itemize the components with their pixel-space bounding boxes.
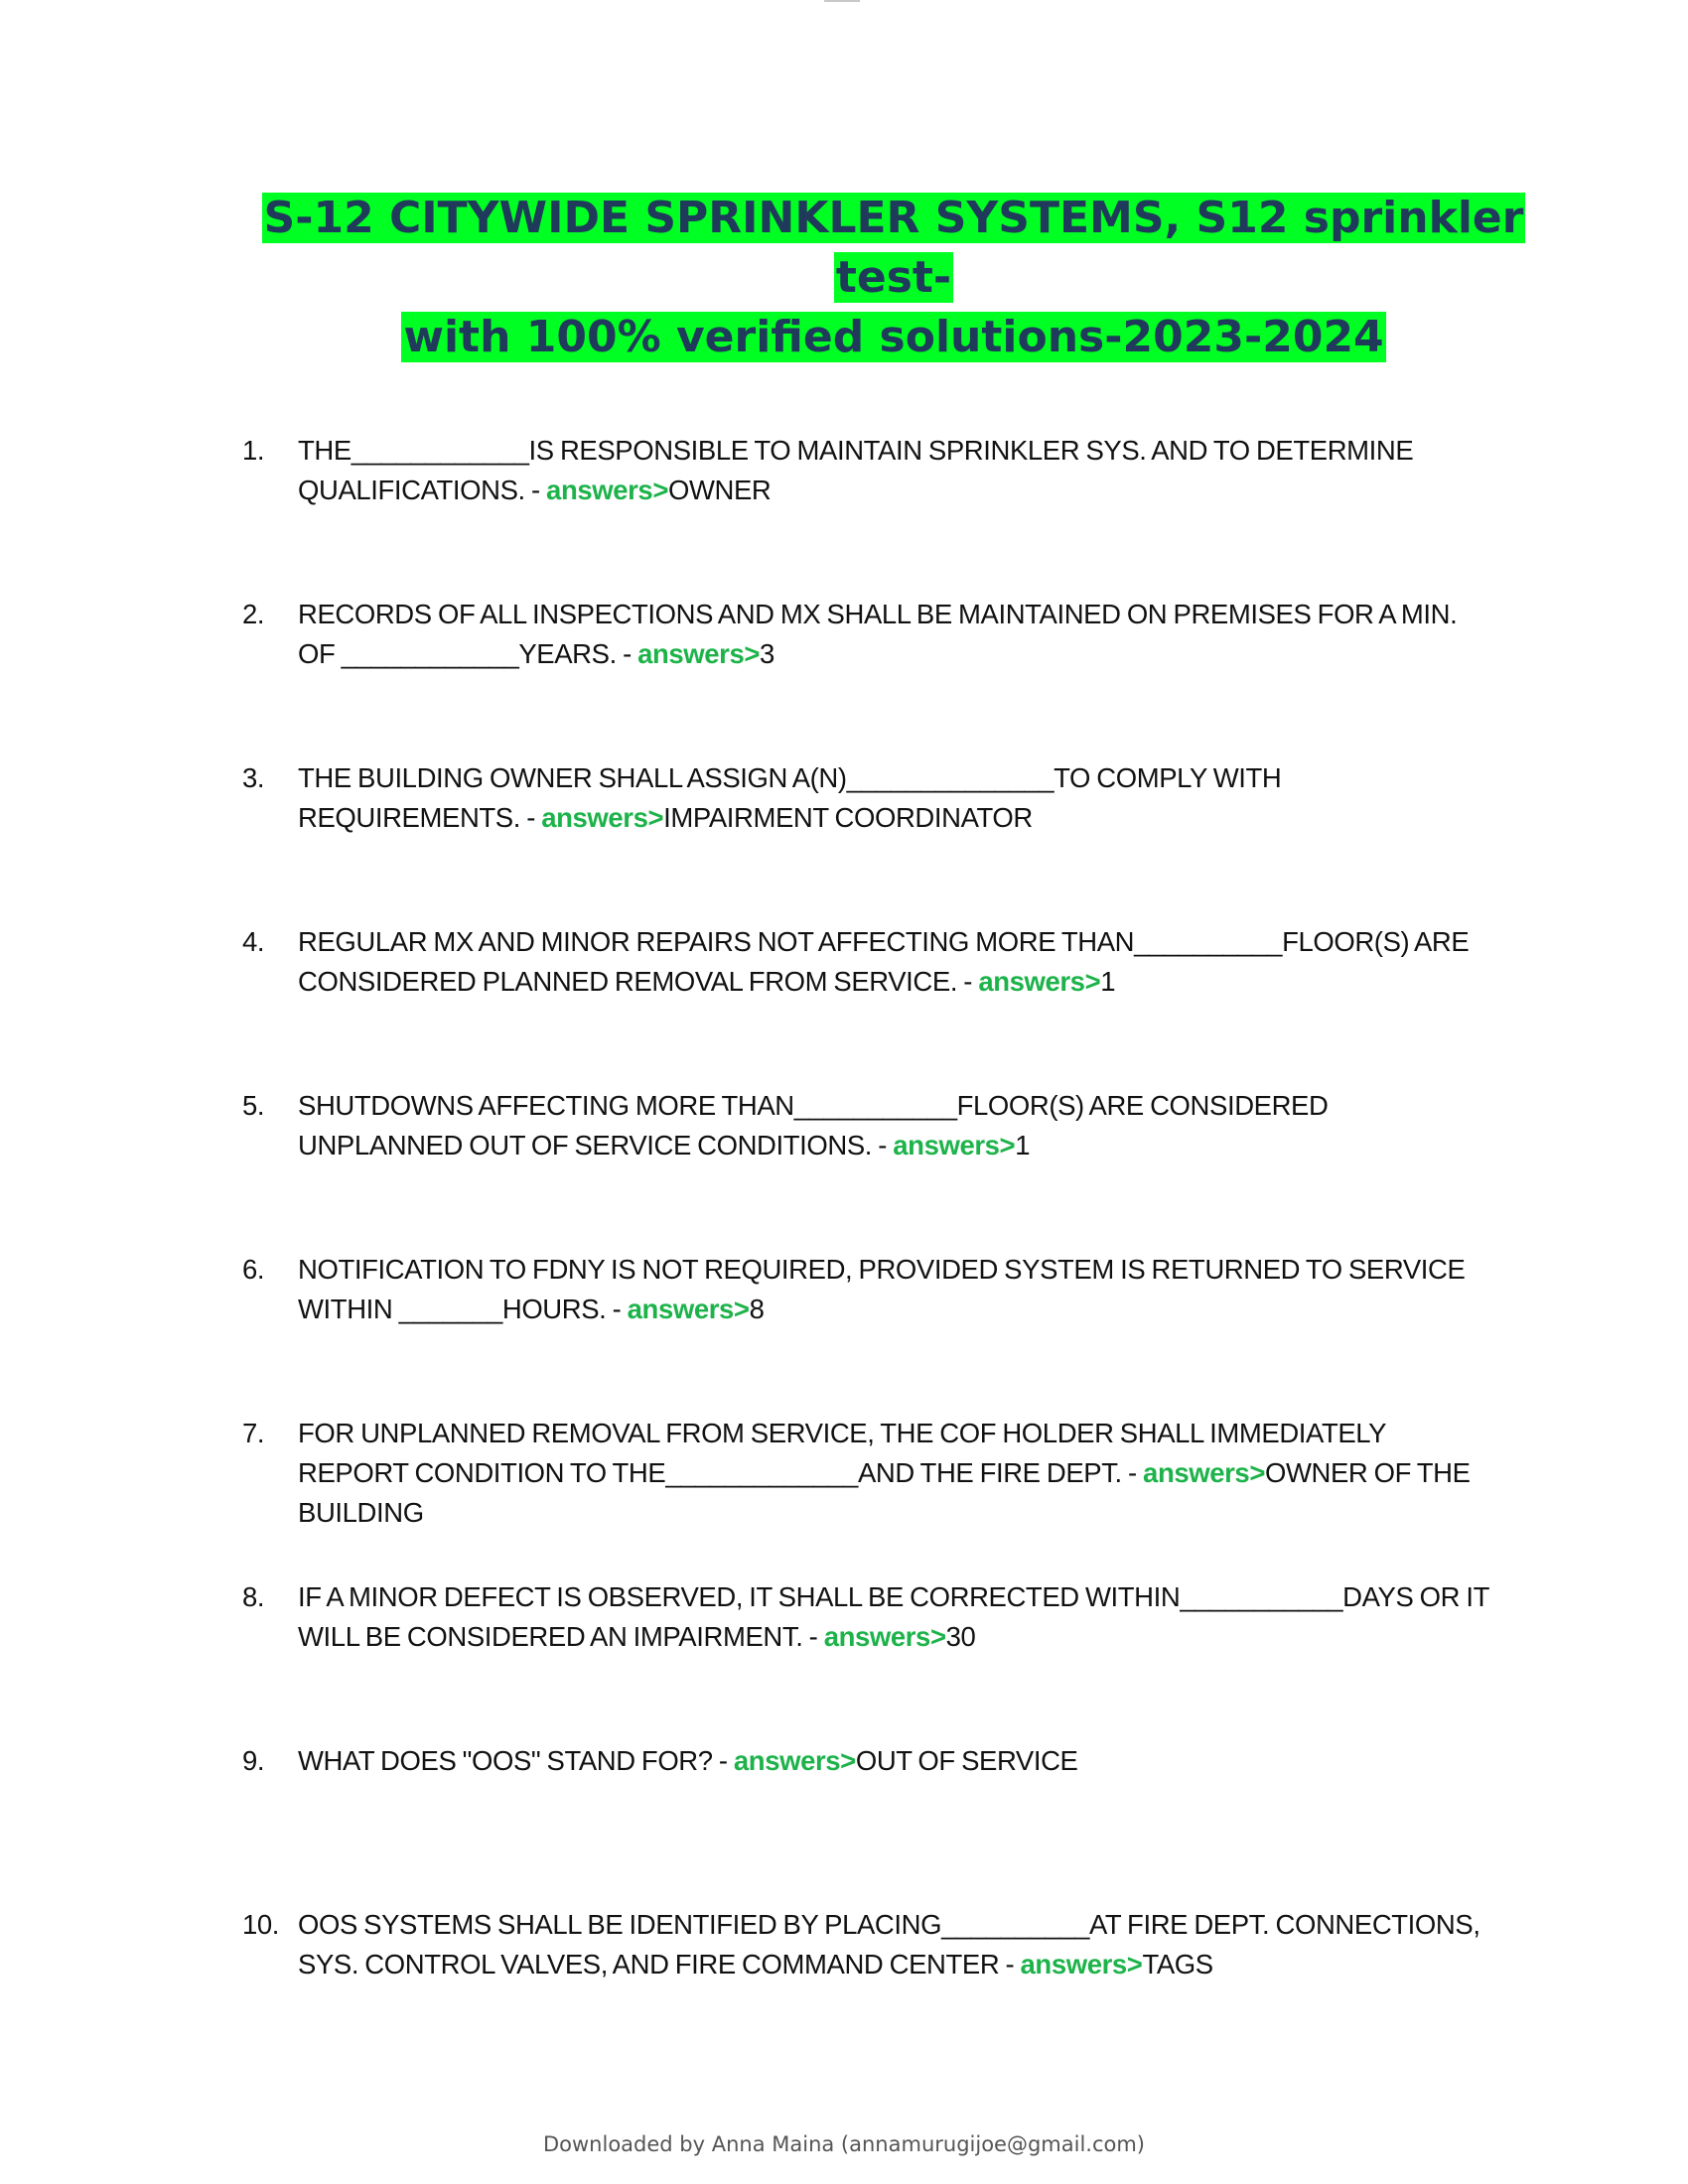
- document-title: [248, 189, 1539, 367]
- list-item: [242, 1250, 1493, 1329]
- question-text: SHUTDOWNS AFFECTING MORE THAN___________FLOOR(S) ARE CONSIDERED UNPLANNED OUT OF SERVICE CONDITIONS. -: [298, 1090, 1329, 1160]
- answer-tag: answers>: [823, 1621, 946, 1652]
- item-number: 5.: [242, 1090, 265, 1121]
- header-mark: [824, 0, 860, 2]
- answer-tag: answers>: [637, 638, 761, 669]
- answer-text: IMPAIRMENT COORDINATOR: [663, 802, 1033, 833]
- list-item: [242, 758, 1493, 838]
- answer-text: OWNER OF THE BUILDING: [298, 1457, 1471, 1528]
- list-item: [242, 1905, 1493, 1984]
- item-number: 6.: [242, 1254, 265, 1285]
- answer-tag: answers>: [893, 1130, 1016, 1160]
- list-item: [242, 1414, 1493, 1528]
- question-text: OOS SYSTEMS SHALL BE IDENTIFIED BY PLACING__________AT FIRE DEPT. CONNECTIONS, SYS. CONTROL VALVES, AND FIRE COMMAND CENTER -: [298, 1909, 1480, 1979]
- title-line-2: with 100% verified solutions-2023-2024: [403, 312, 1384, 362]
- list-item: [242, 431, 1493, 510]
- answer-text: 1: [1015, 1130, 1031, 1160]
- answer-tag: answers>: [546, 475, 668, 505]
- answer-tag: answers>: [627, 1294, 750, 1324]
- answer-text: TAGS: [1142, 1949, 1213, 1979]
- item-number: 4.: [242, 926, 265, 957]
- question-text: THE BUILDING OWNER SHALL ASSIGN A(N)______________TO COMPLY WITH REQUIREMENTS. -: [298, 762, 1282, 833]
- answer-tag: answers>: [1143, 1457, 1265, 1488]
- question-text: THE____________IS RESPONSIBLE TO MAINTAIN SPRINKLER SYS. AND TO DETERMINE QUALIFICATIONS. -: [298, 435, 1414, 505]
- list-item: [242, 1086, 1493, 1165]
- question-list: [242, 431, 1493, 2069]
- list-item: [242, 1741, 1493, 1821]
- title-line-1: S-12 CITYWIDE SPRINKLER SYSTEMS, S12 sprinkler test-: [263, 193, 1524, 303]
- question-text: NOTIFICATION TO FDNY IS NOT REQUIRED, PROVIDED SYSTEM IS RETURNED TO SERVICE WITHIN _______HOURS. -: [298, 1254, 1466, 1324]
- question-text: IF A MINOR DEFECT IS OBSERVED, IT SHALL BE CORRECTED WITHIN___________DAYS OR IT WILL BE CONSIDERED AN IMPAIRMENT. -: [298, 1581, 1489, 1652]
- item-number: 9.: [242, 1745, 265, 1776]
- item-number: 7.: [242, 1418, 265, 1448]
- list-item: [242, 595, 1493, 674]
- download-footer: Downloaded by Anna Maina (annamurugijoe@gmail.com): [542, 2132, 1146, 2156]
- question-text: WHAT DOES "OOS" STAND FOR? -: [298, 1745, 734, 1776]
- question-text: FOR UNPLANNED REMOVAL FROM SERVICE, THE COF HOLDER SHALL IMMEDIATELY REPORT CONDITION TO THE_____________AND THE FIRE DEPT. -: [298, 1418, 1386, 1488]
- answer-tag: answers>: [1020, 1949, 1143, 1979]
- list-item: [242, 922, 1493, 1002]
- item-number: 2.: [242, 599, 265, 629]
- answer-text: OWNER: [667, 475, 772, 505]
- item-number: 3.: [242, 762, 265, 793]
- list-item: [242, 1577, 1493, 1657]
- answer-tag: answers>: [978, 966, 1101, 997]
- answer-text: OUT OF SERVICE: [855, 1745, 1078, 1776]
- item-number: 10.: [242, 1909, 280, 1940]
- answer-tag: answers>: [541, 802, 664, 833]
- answer-text: 30: [945, 1621, 976, 1652]
- answer-tag: answers>: [733, 1745, 856, 1776]
- answer-text: 1: [1100, 966, 1116, 997]
- answer-text: 3: [760, 638, 774, 669]
- answer-text: 8: [749, 1294, 765, 1324]
- item-number: 8.: [242, 1581, 265, 1612]
- question-text: REGULAR MX AND MINOR REPAIRS NOT AFFECTING MORE THAN__________FLOOR(S) ARE CONSIDERED PLANNED REMOVAL FROM SERVICE. -: [298, 926, 1470, 997]
- item-number: 1.: [242, 435, 265, 466]
- question-text: RECORDS OF ALL INSPECTIONS AND MX SHALL BE MAINTAINED ON PREMISES FOR A MIN. OF ____________YEARS. -: [298, 599, 1458, 669]
